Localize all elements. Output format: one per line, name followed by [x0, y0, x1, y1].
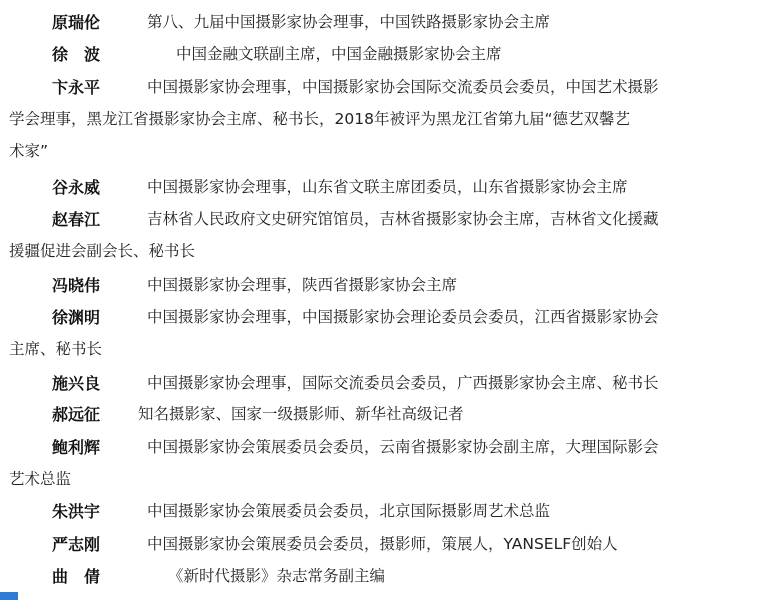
member-name: 卞永平: [52, 78, 101, 97]
member-description: 中国摄影家协会策展委员会委员，云南省摄影家协会副主席，大理国际影会: [147, 438, 659, 456]
member-description-continued: 艺术总监: [9, 470, 72, 488]
member-description: 中国摄影家协会理事，国际交流委员会委员，广西摄影家协会主席、秘书长: [147, 374, 659, 392]
member-description-continued: 学会理事，黑龙江省摄影家协会主席、秘书长，2018年被评为黑龙江省第九届“德艺双馨艺: [9, 110, 630, 128]
member-description: 《新时代摄影》杂志常务副主编: [168, 567, 386, 585]
member-name: 谷永威: [52, 178, 101, 197]
member-name: 郝远征: [52, 405, 101, 424]
member-name: 徐 波: [52, 45, 101, 64]
member-name: 原瑞伦: [52, 13, 101, 32]
member-description-continued: 援疆促进会副会长、秘书长: [9, 242, 196, 260]
member-description: 中国摄影家协会策展委员会委员，摄影师，策展人，YANSELF创始人: [147, 535, 618, 553]
member-description: 第八、九届中国摄影家协会理事，中国铁路摄影家协会主席: [147, 13, 551, 31]
member-description-continued: 术家”: [9, 142, 49, 160]
member-description: 知名摄影家、国家一级摄影师、新华社高级记者: [138, 405, 464, 423]
member-name: 鲍利辉: [52, 438, 101, 457]
member-name: 施兴良: [52, 374, 101, 393]
member-name: 朱洪宇: [52, 502, 101, 521]
member-description: 中国摄影家协会理事，陕西省摄影家协会主席: [147, 276, 458, 294]
member-description: 吉林省人民政府文史研究馆馆员，吉林省摄影家协会主席，吉林省文化援藏: [147, 210, 659, 228]
member-description: 中国摄影家协会理事，中国摄影家协会国际交流委员会委员，中国艺术摄影: [147, 78, 659, 96]
member-name: 徐渊明: [52, 308, 101, 327]
member-name: 严志刚: [52, 535, 101, 554]
member-description: 中国摄影家协会策展委员会委员，北京国际摄影周艺术总监: [147, 502, 551, 520]
member-name: 冯晓伟: [52, 276, 101, 295]
corner-decoration: [0, 592, 18, 600]
member-description-continued: 主席、秘书长: [9, 340, 103, 358]
member-description: 中国摄影家协会理事，山东省文联主席团委员，山东省摄影家协会主席: [147, 178, 628, 196]
member-name: 曲 倩: [52, 567, 101, 586]
member-description: 中国金融文联副主席，中国金融摄影家协会主席: [176, 45, 502, 63]
member-name: 赵春江: [52, 210, 101, 229]
member-description: 中国摄影家协会理事，中国摄影家协会理论委员会委员，江西省摄影家协会: [147, 308, 659, 326]
